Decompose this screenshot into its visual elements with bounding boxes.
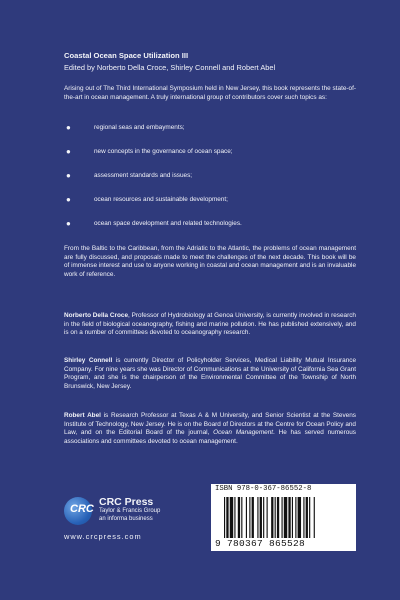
barcode-bars bbox=[224, 497, 347, 538]
list-item: ● regional seas and embayments; bbox=[66, 123, 185, 132]
bullet-icon: ● bbox=[66, 171, 71, 180]
intro-paragraph: Arising out of The Third International Symposium held in New Jersey, this book represents the state-of-the-art in ocean management. A truly international group of contributors cover such topics as: bbox=[64, 85, 356, 101]
bio-abel: Robert Abel is Research Professor at Texas A & M University, and Senior Scientist at the Stevens Institute of Technology, New Jersey. He is on the Board of Directors at the Centre for Ocean Policy and Law, and on the Editorial Board of the journal, Ocean Management. He has served numerous associations and committees devoted to ocean management. bbox=[64, 412, 357, 445]
isbn-label: ISBN 978-0-367-86552-8 bbox=[215, 485, 312, 493]
bio-name: Norberto Della Croce bbox=[64, 312, 128, 319]
publisher-block bbox=[99, 496, 160, 523]
summary-paragraph: From the Baltic to the Caribbean, from the Adriatic to the Atlantic, the problems of ocean management are fully discussed, and proposals made to meet the challenges of the next decade. This book will be of immense interest and use to anyone working in coastal and ocean management and is an invaluable work of reference. bbox=[64, 245, 356, 278]
bio-croce: Norberto Della Croce, Professor of Hydrobiology at Genoa University, is currently involved in research in the field of biological oceanography, fishing and marine pollution. He has published extensively, and is on a number of committees devoted to oceanography research. bbox=[64, 312, 356, 337]
barcode-number: 9 780367 865528 bbox=[215, 538, 306, 549]
bullet-icon: ● bbox=[66, 147, 71, 156]
bullet-icon: ● bbox=[66, 219, 71, 228]
publisher-informa: an informa business bbox=[99, 515, 153, 522]
bullet-icon: ● bbox=[66, 123, 71, 132]
topic-list bbox=[64, 124, 356, 244]
bullet-icon: ● bbox=[66, 195, 71, 204]
bio-name: Robert Abel bbox=[64, 412, 101, 419]
publisher-group: Taylor & Francis Group bbox=[99, 508, 161, 514]
barcode bbox=[211, 484, 356, 551]
book-editors: Edited by Norberto Della Croce, Shirley Connell and Robert Abel bbox=[64, 63, 276, 72]
book-title: Coastal Ocean Space Utilization III bbox=[64, 51, 189, 60]
list-item: ● assessment standards and issues; bbox=[66, 171, 193, 180]
journal-title: Ocean Management bbox=[213, 429, 274, 437]
publisher-name: CRC Press bbox=[99, 496, 154, 508]
list-item: ● ocean resources and sustainable development; bbox=[66, 195, 228, 204]
crc-logo: CRC bbox=[64, 497, 92, 525]
bio-name: Shirley Connell bbox=[64, 357, 113, 364]
list-item: ● ocean space development and related technologies. bbox=[66, 219, 242, 228]
bio-connell: Shirley Connell is currently Director of Policyholder Services, Medical Liability Mutual Insurance Company. For nine years she was Director of Communications at the University of California Sea Grant Program, and she is the chairperson of the Environmental Committee of the Township of North Brunswick, New Jersey. bbox=[64, 357, 356, 390]
publisher-url[interactable]: www.crcpress.com bbox=[64, 532, 142, 541]
list-item: ● new concepts in the governance of ocean space; bbox=[66, 147, 233, 156]
